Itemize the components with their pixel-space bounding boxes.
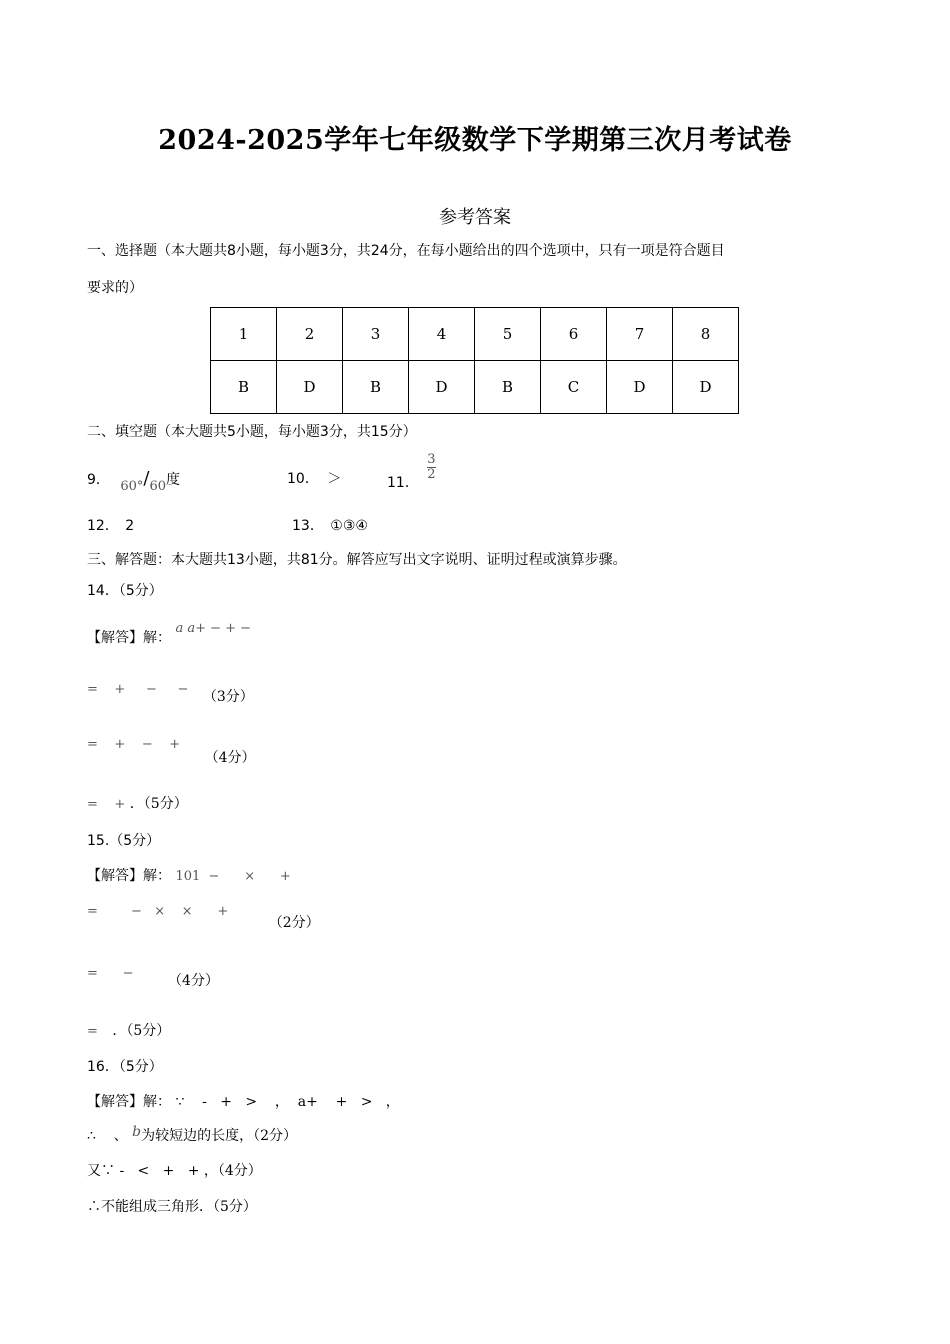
table-cell: 6 — [541, 308, 607, 361]
q16-step2-expr: - < + + — [119, 1163, 200, 1179]
table-cell: D — [409, 361, 475, 414]
table-cell: 5 — [475, 308, 541, 361]
section3-heading: 三、解答题：本大题共13小题，共81分。解答应写出文字说明、证明过程或演算步骤。 — [87, 552, 627, 568]
q15-step2 — [87, 962, 219, 989]
q15-step3-score: ．（5分） — [112, 1023, 171, 1039]
table-cell: 3 — [343, 308, 409, 361]
section2-heading: 二、填空题（本大题共5小题，每小题3分，共15分） — [87, 424, 417, 440]
q11-denominator: 2 — [427, 467, 436, 482]
q9-unit: 度 — [166, 472, 181, 488]
table-cell: 8 — [673, 308, 739, 361]
page-subtitle: 参考答案 — [439, 207, 511, 228]
q13 — [292, 515, 368, 535]
q9-answer-b: 60 — [149, 479, 167, 494]
table-cell: D — [673, 361, 739, 414]
q15-step3-expr: = — [87, 1024, 98, 1039]
q15-solve-label: 【解答】解： — [87, 868, 171, 884]
q14-label: 14．（5分） — [87, 583, 163, 599]
q12-label: 12． — [87, 518, 119, 534]
q16-step1-var: b — [132, 1124, 142, 1140]
q16-solve — [87, 1091, 400, 1111]
q9-label: 9． — [87, 472, 110, 488]
q15-step1-score: （2分） — [268, 915, 320, 931]
table-cell: B — [475, 361, 541, 414]
q11-numerator: 3 — [427, 452, 436, 467]
q12 — [87, 515, 134, 535]
q14-step3 — [87, 793, 188, 813]
table-cell: 1 — [211, 308, 277, 361]
q15-step2-expr: = − — [87, 966, 134, 981]
q16-step2-prefix: 又∵ — [87, 1163, 115, 1179]
q16-step2 — [87, 1160, 262, 1180]
q11-label: 11． — [387, 474, 419, 491]
q14-step2-score: （4分） — [204, 750, 256, 766]
q16-conclusion: ∴不能组成三角形．（5分） — [87, 1199, 257, 1215]
q12-answer: 2 — [125, 518, 135, 534]
q14-step2-expr: = + − + — [87, 737, 181, 752]
q11-fraction — [427, 453, 435, 482]
section1-heading-cont: 要求的） — [87, 280, 143, 296]
section1-heading: 一、选择题（本大题共8小题，每小题3分，共24分，在每小题给出的四个选项中，只有一项是符合题目 — [87, 243, 725, 259]
q15-step1-expr: = − × × + — [87, 904, 229, 919]
q13-answer: ①③④ — [330, 518, 368, 534]
q9-slash: / — [143, 468, 150, 489]
table-row-numbers — [211, 308, 739, 361]
q11 — [387, 452, 436, 491]
q10-label: 10． — [287, 471, 319, 487]
q16-solve-label: 【解答】解： — [87, 1094, 171, 1110]
table-cell: D — [277, 361, 343, 414]
q14-step2 — [87, 733, 256, 766]
q13-label: 13． — [292, 518, 324, 534]
table-cell: B — [211, 361, 277, 414]
q9 — [87, 468, 181, 494]
q15-expression: 101 − × + — [175, 869, 291, 884]
q10-answer: ＞ — [327, 471, 342, 487]
table-cell: D — [607, 361, 673, 414]
q15-step1 — [87, 900, 320, 931]
q14-step3-score: ．（5分） — [129, 796, 188, 812]
q10 — [287, 468, 341, 488]
q15-step3 — [87, 1020, 170, 1040]
q16-condition: ∵ - + > ， a+ + > ， — [175, 1094, 400, 1110]
q9-answer-a: 60° — [120, 479, 144, 494]
q14-step1 — [87, 678, 254, 705]
q16-step2-score: ，（4分） — [203, 1163, 262, 1179]
q16-step1 — [87, 1125, 297, 1145]
q14-solve-label: 【解答】解： — [87, 630, 171, 646]
q15-label: 15.（5分） — [87, 833, 161, 849]
table-cell: 2 — [277, 308, 343, 361]
q14-solve — [87, 621, 252, 647]
table-row-answers — [211, 361, 739, 414]
answer-table — [210, 307, 739, 414]
q15-solve — [87, 865, 291, 885]
q14-step1-score: （3分） — [202, 689, 254, 705]
q16-step1-prefix: ∴ 、 — [87, 1128, 128, 1144]
table-cell: 4 — [409, 308, 475, 361]
q14-step1-expr: = + − − — [87, 682, 189, 697]
page-title: 2024-2025学年七年级数学下学期第三次月考试卷 — [158, 125, 792, 156]
table-cell: 7 — [607, 308, 673, 361]
table-cell: C — [541, 361, 607, 414]
q14-expression: a a+ − + − — [175, 621, 252, 636]
q16-step1-text: 为较短边的长度，（2分） — [141, 1128, 298, 1144]
table-cell: B — [343, 361, 409, 414]
q15-step2-score: （4分） — [168, 973, 219, 989]
q14-step3-expr: = + — [87, 797, 126, 812]
q16-label: 16．（5分） — [87, 1059, 163, 1075]
